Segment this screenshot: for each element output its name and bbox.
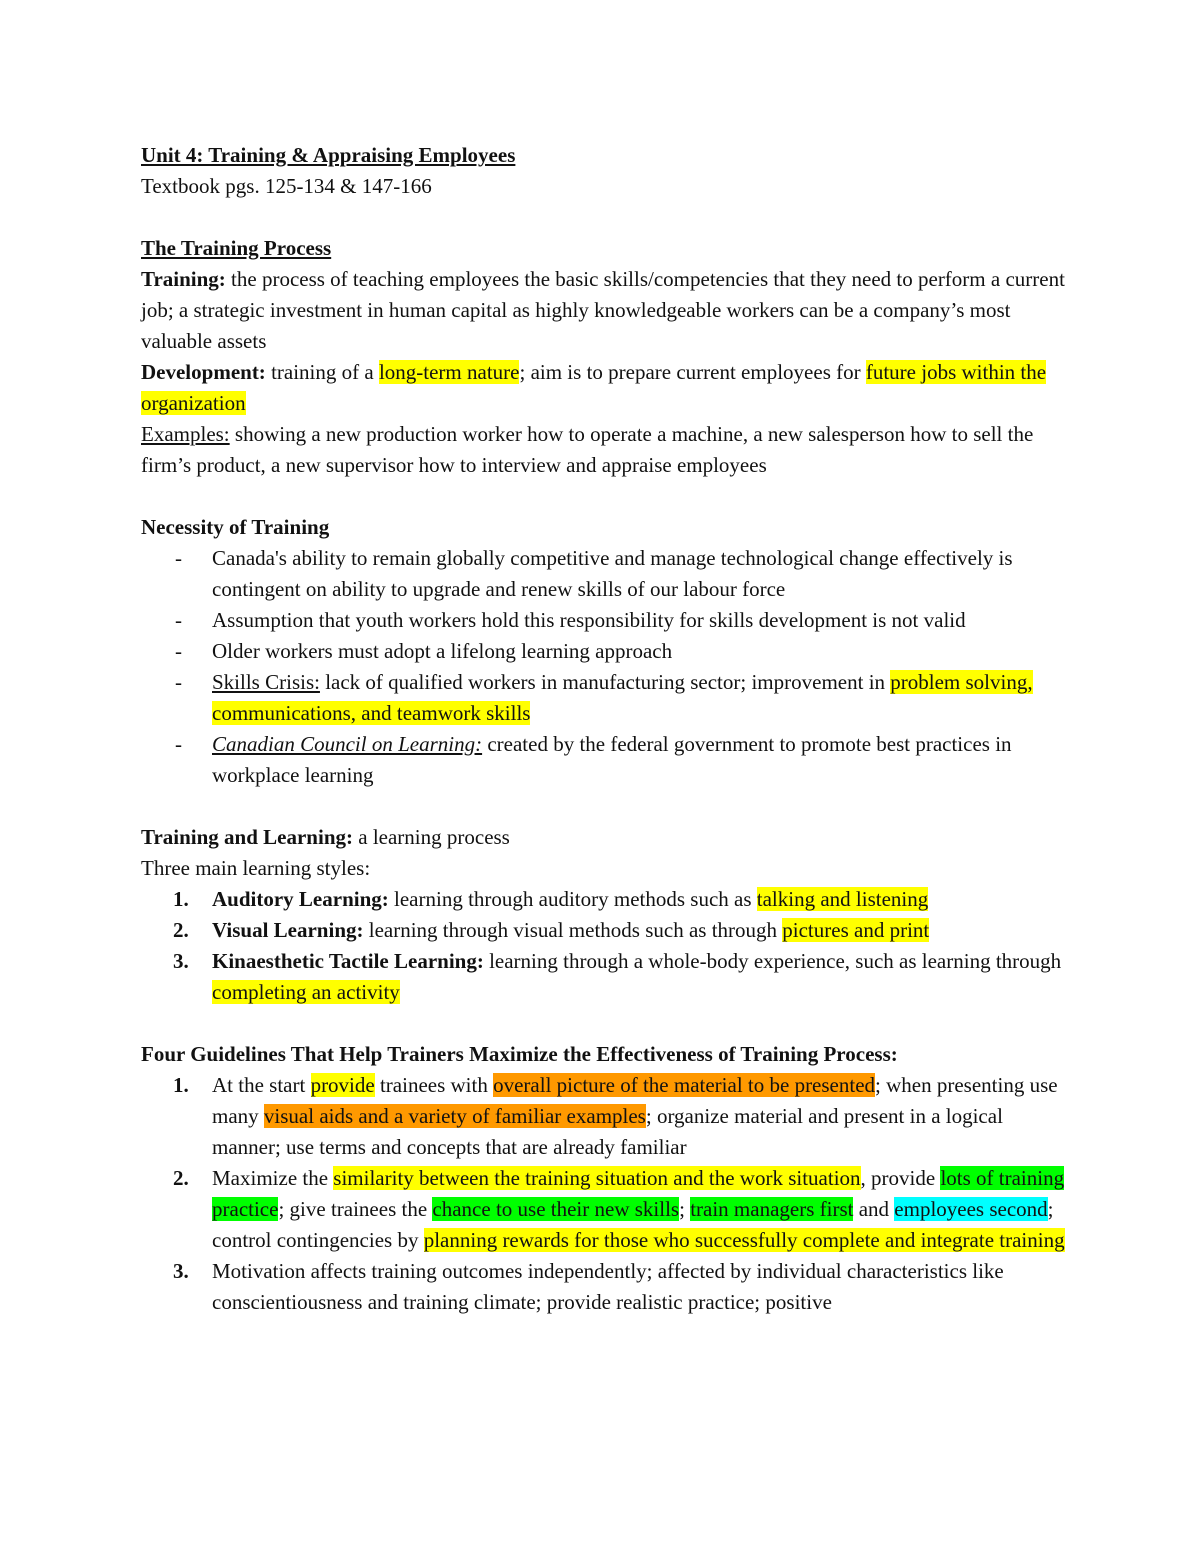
highlight: completing an activity (212, 980, 400, 1004)
highlight: overall picture of the material to be presented (493, 1073, 876, 1097)
skills-crisis-label: Skills Crisis: (212, 670, 320, 694)
list-item-text: learning through a whole-body experience, such as learning through (483, 949, 1062, 973)
necessity-list (141, 543, 1071, 791)
examples-label: Examples: (141, 422, 230, 446)
spacer (141, 202, 1071, 233)
list-item (141, 915, 1071, 946)
bullet-dash: - (175, 546, 182, 570)
list-item-text: At the start (212, 1073, 311, 1097)
style-term: Kinaesthetic Tactile Learning: (212, 949, 484, 973)
term-training: Training: (141, 267, 226, 291)
spacer (141, 791, 1071, 822)
bullet-dash: - (175, 732, 182, 756)
development-text: ; aim is to prepare current employees for (519, 360, 866, 384)
list-item (141, 1070, 1071, 1163)
list-item-text: learning through auditory methods such as (388, 887, 757, 911)
list-item-text: trainees with (374, 1073, 494, 1097)
list-item-text: created by the federal government to promote best practices in workplace learning (212, 732, 1012, 787)
list-item (141, 543, 1071, 605)
learning-styles-list (141, 884, 1071, 1008)
highlight: train managers first (690, 1197, 854, 1221)
examples-text: showing a new production worker how to operate a machine, a new salesperson how to sell the firm’s product, a new supervisor how to interview and appraise employees (141, 422, 1034, 477)
list-item (141, 1256, 1071, 1318)
highlight: employees second (894, 1197, 1048, 1221)
list-item-text: ; when presenting use many (212, 1073, 1058, 1128)
term-training-learning: Training and Learning: (141, 825, 353, 849)
list-item-text: Maximize the (212, 1166, 334, 1190)
development-definition (141, 357, 1071, 419)
bullet-dash: - (175, 670, 182, 694)
list-item-text: Older workers must adopt a lifelong learning approach (212, 639, 673, 663)
list-item (141, 884, 1071, 915)
list-number: 1. (173, 887, 189, 911)
highlight: visual aids and a variety of familiar examples (263, 1104, 646, 1128)
training-definition (141, 264, 1071, 357)
ccl-label: Canadian Council on Learning: (212, 732, 483, 756)
examples-paragraph (141, 419, 1071, 481)
highlight: talking and listening (756, 887, 929, 911)
highlight: pictures and print (782, 918, 930, 942)
highlight: problem solving, communications, and teamwork skills (212, 670, 1033, 725)
highlight: chance to use their new skills (432, 1197, 680, 1221)
spacer (141, 1008, 1071, 1039)
list-number: 2. (173, 1166, 189, 1190)
training-def-text: the process of teaching employees the basic skills/competencies that they need to perform a current job; a strategic investment in human capital as highly knowledgeable workers can be a company’s most valuable assets (141, 267, 1065, 353)
list-number: 3. (173, 949, 189, 973)
list-number: 2. (173, 918, 189, 942)
list-item-text: Motivation affects training outcomes independently; affected by individual characteristics like conscientiousness and training climate; provide realistic practice; positive (212, 1259, 1004, 1314)
definition-text: a learning process (353, 825, 510, 849)
list-item-text: learning through visual methods such as through (363, 918, 783, 942)
list-item (141, 667, 1071, 729)
section-heading-guidelines: Four Guidelines That Help Trainers Maximize the Effectiveness of Training Process: (141, 1042, 898, 1066)
list-item-text: lack of qualified workers in manufacturing sector; improvement in (319, 670, 891, 694)
list-item (141, 1163, 1071, 1256)
section-heading-necessity: Necessity of Training (141, 515, 330, 539)
guidelines-list (141, 1070, 1071, 1318)
highlight: provide (310, 1073, 375, 1097)
learning-styles-intro: Three main learning styles: (141, 856, 371, 880)
style-term: Visual Learning: (212, 918, 364, 942)
list-item (141, 605, 1071, 636)
list-item-text: ; give trainees the (278, 1197, 433, 1221)
list-item-text: and (853, 1197, 895, 1221)
bullet-dash: - (175, 608, 182, 632)
list-item (141, 636, 1071, 667)
highlight: long-term nature (378, 360, 520, 384)
list-item-text: ; control contingencies by (212, 1197, 1054, 1252)
document-body (141, 140, 1071, 1318)
list-item-text: ; organize material and present in a logical manner; use terms and concepts that are already familiar (212, 1104, 1003, 1159)
list-item-text: Assumption that youth workers hold this responsibility for skills development is not valid (212, 608, 966, 632)
list-item-text: , provide (860, 1166, 941, 1190)
list-number: 3. (173, 1259, 189, 1283)
highlight: lots of training practice (212, 1166, 1065, 1221)
development-text: training of a (265, 360, 379, 384)
term-development: Development: (141, 360, 266, 384)
list-item (141, 729, 1071, 791)
section-heading-training-process: The Training Process (141, 236, 332, 260)
list-item (141, 946, 1071, 1008)
style-term: Auditory Learning: (212, 887, 389, 911)
highlight: future jobs within the organization (141, 360, 1047, 415)
list-item-text: Canada's ability to remain globally competitive and manage technological change effectively is contingent on ability to upgrade and renew skills of our labour force (212, 546, 1013, 601)
highlight: similarity between the training situation and the work situation (333, 1166, 861, 1190)
list-item-text: ; (679, 1197, 691, 1221)
spacer (141, 481, 1071, 512)
document-title: Unit 4: Training & Appraising Employees (141, 143, 516, 167)
training-learning-definition (141, 822, 1071, 853)
highlight: planning rewards for those who successfully complete and integrate training (423, 1228, 1065, 1252)
bullet-dash: - (175, 639, 182, 663)
textbook-pages: Textbook pgs. 125-134 & 147-166 (141, 174, 432, 198)
list-number: 1. (173, 1073, 189, 1097)
